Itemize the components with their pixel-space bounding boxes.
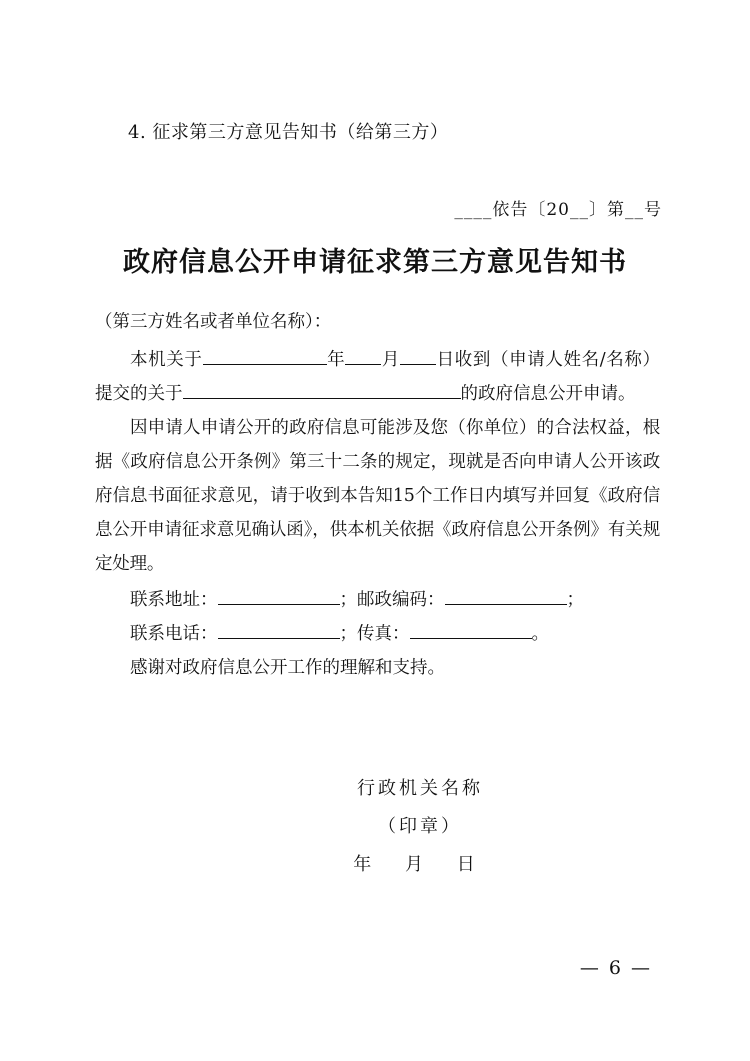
contact-postcode-label: 邮政编码： xyxy=(357,590,445,610)
paragraph-receipt-part-c: 月 xyxy=(381,350,400,370)
separator-2: ； xyxy=(566,590,584,610)
paragraph-receipt xyxy=(95,343,660,411)
document-body xyxy=(95,305,660,685)
paragraph-receipt-part-b: 年 xyxy=(326,350,346,370)
contact-phone-label: 联系电话： xyxy=(130,624,218,644)
blank-phone xyxy=(218,621,340,640)
paragraph-receipt-part-e: 的政府信息公开申请。 xyxy=(460,384,636,404)
item-heading: 4. 征求第三方意见告知书（给第三方） xyxy=(128,122,449,143)
thanks-line: 感谢对政府信息公开工作的理解和支持。 xyxy=(130,658,445,678)
blank-month xyxy=(345,347,381,366)
contact-fax-label: 传真： xyxy=(357,624,410,644)
signature-block xyxy=(0,770,750,884)
signature-seal: （印章） xyxy=(378,816,462,837)
blank-subject xyxy=(183,381,461,400)
paragraph-receipt-part-d: 日收到（申请人姓名/名称）提交的关于 xyxy=(95,350,661,404)
separator-4: 。 xyxy=(531,624,549,644)
contact-block xyxy=(95,583,660,685)
contact-address-line xyxy=(95,583,660,617)
blank-postcode xyxy=(445,587,567,606)
paragraph-receipt-part-a: 本机关于 xyxy=(130,350,203,370)
page-number: — 6 — xyxy=(579,957,652,979)
contact-phone-line xyxy=(95,617,660,651)
blank-day xyxy=(400,347,436,366)
separator-1: ； xyxy=(339,590,357,610)
paragraph-consultation: 因申请人申请公开的政府信息可能涉及您（你单位）的合法权益，根据《政府信息公开条例》第三十二条的规定，现就是否向申请人公开该政府信息书面征求意见，请于收到本告知15个工作日内填写并回复《政府信息公开申请征求意见确认函》，供本机关依据《政府信息公开条例》有关规定处理。 xyxy=(95,418,660,574)
blank-year xyxy=(203,347,327,366)
contact-address-label: 联系地址： xyxy=(130,590,218,610)
salutation: （第三方姓名或者单位名称）： xyxy=(95,312,332,332)
blank-address xyxy=(218,587,340,606)
signature-date: 年 月 日 xyxy=(353,854,489,875)
signature-organization: 行政机关名称 xyxy=(357,778,483,799)
blank-fax xyxy=(410,621,532,640)
document-code: ____依告〔20__〕第__号 xyxy=(454,200,662,220)
page-title: 政府信息公开申请征求第三方意见告知书 xyxy=(123,247,627,278)
separator-3: ； xyxy=(339,624,357,644)
